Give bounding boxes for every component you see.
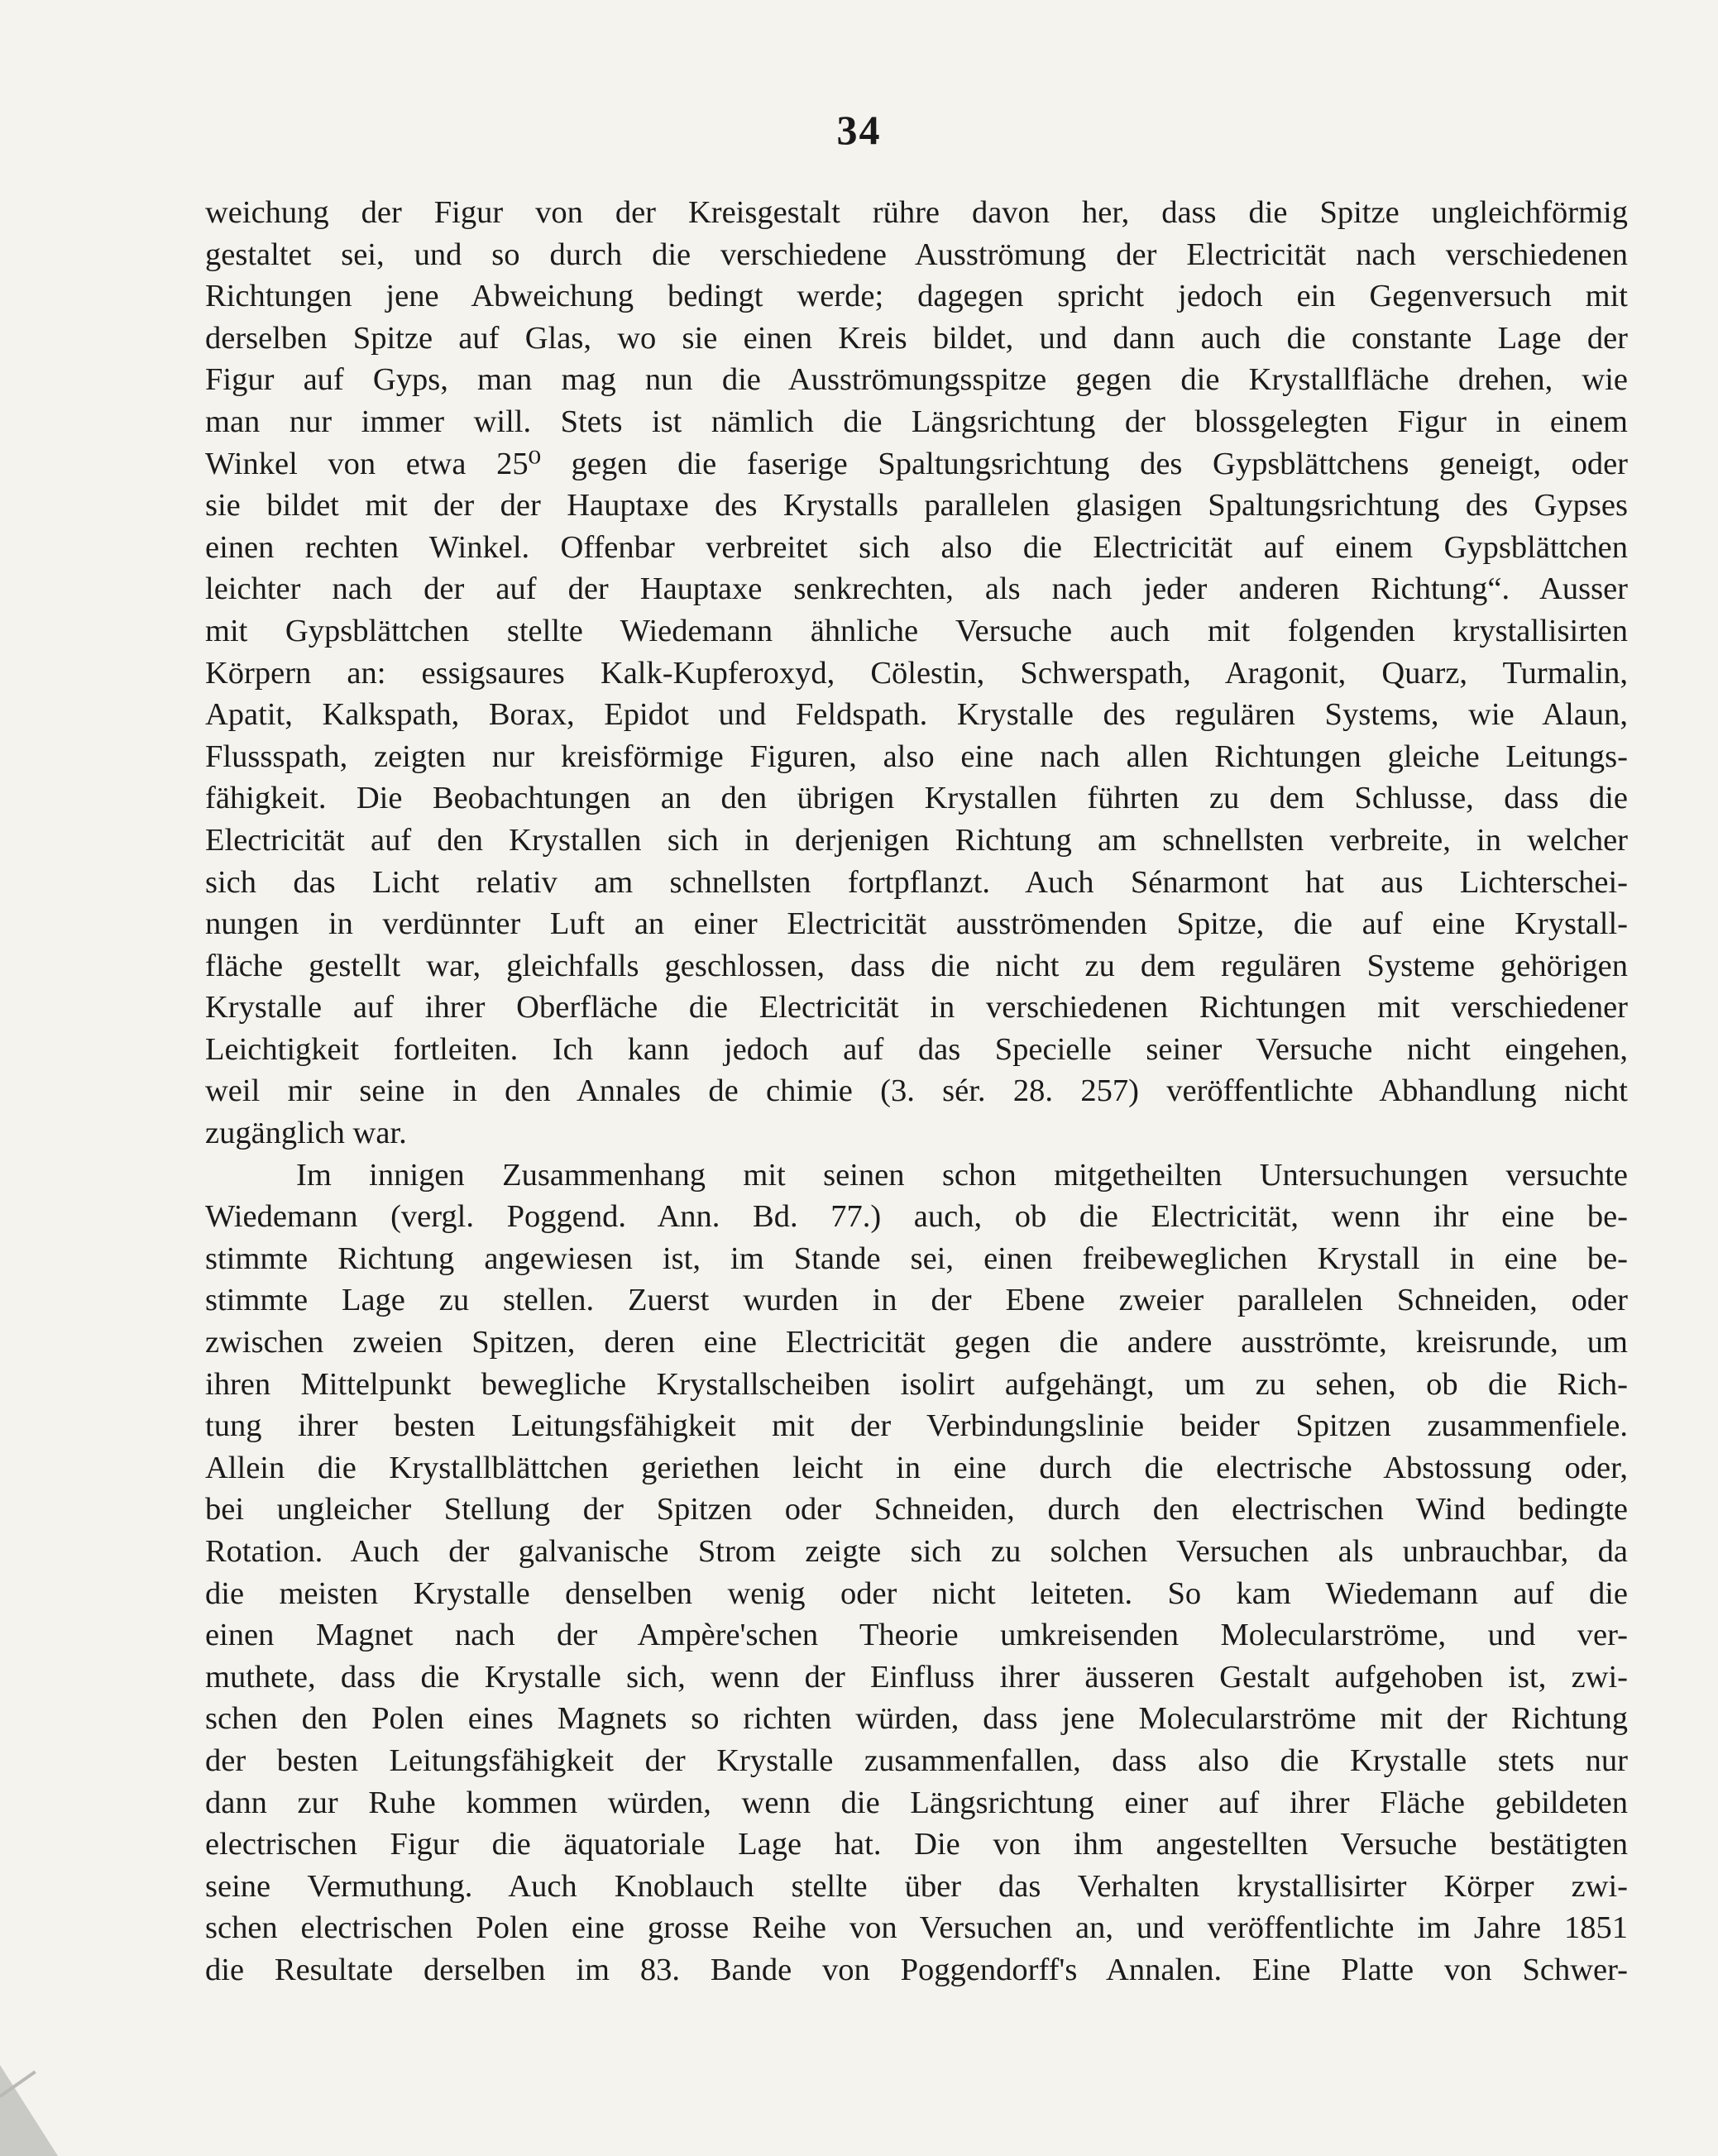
text-line: tung ihrer besten Leitungsfähigkeit mit der Verbindungslinie beider Spitzen zusammenfiele.	[205, 1408, 1628, 1444]
text-line: ihren Mittelpunkt bewegliche Krystallscheiben isolirt aufgehängt, um zu sehen, ob die Rich-	[205, 1366, 1628, 1402]
text-line: die meisten Krystalle denselben wenig oder nicht leiteten. So kam Wiedemann auf die	[205, 1575, 1628, 1611]
text-line: Im innigen Zusammenhang mit seinen schon mitgetheilten Untersuchungen versuchte	[296, 1157, 1628, 1193]
text-line: schen electrischen Polen eine grosse Reihe von Versuchen an, und veröffentlichte im Jahre 1851	[205, 1910, 1628, 1946]
text-line: zugänglich war.	[205, 1116, 407, 1151]
text-line: einen Magnet nach der Ampère'schen Theorie umkreisenden Molecularströme, und ver-	[205, 1618, 1628, 1653]
folded-corner	[0, 2065, 58, 2156]
text-line: zwischen zweien Spitzen, deren eine Electricität gegen die andere ausströmte, kreisrunde, um	[205, 1325, 1628, 1360]
text-line: Richtungen jene Abweichung bedingt werde; dagegen spricht jedoch ein Gegenversuch mit	[205, 279, 1628, 314]
text-line: Rotation. Auch der galvanische Strom zeigte sich zu solchen Versuchen als unbrauchbar, da	[205, 1534, 1628, 1569]
text-line: muthete, dass die Krystalle sich, wenn der Einfluss ihrer äusseren Gestalt aufgehoben ist, zwi-	[205, 1659, 1628, 1695]
text-line: Flussspath, zeigten nur kreisförmige Figuren, also eine nach allen Richtungen gleiche Leitungs-	[205, 739, 1628, 774]
text-line: Winkel von etwa 25⁰ gegen die faserige Spaltungsrichtung des Gypsblättchens geneigt, oder	[205, 446, 1628, 481]
text-line: seine Vermuthung. Auch Knoblauch stellte über das Verhalten krystallisirter Körper zwi-	[205, 1868, 1628, 1904]
text-line: Allein die Krystallblättchen geriethen leicht in eine durch die electrische Abstossung oder,	[205, 1450, 1628, 1485]
text-line: einen rechten Winkel. Offenbar verbreitet sich also die Electricität auf einem Gypsblättchen	[205, 529, 1628, 565]
text-line: der besten Leitungsfähigkeit der Krystalle zusammenfallen, dass also die Krystalle stets nur	[205, 1742, 1628, 1778]
text-line: Wiedemann (vergl. Poggend. Ann. Bd. 77.) auch, ob die Electricität, wenn ihr eine be-	[205, 1199, 1628, 1235]
text-line: electrischen Figur die äquatoriale Lage hat. Die von ihm angestellten Versuche bestätigten	[205, 1827, 1628, 1862]
text-line: fläche gestellt war, gleichfalls geschlossen, dass die nicht zu dem regulären Systeme gehörigen	[205, 948, 1628, 983]
text-line: fähigkeit. Die Beobachtungen an den übrigen Krystallen führten zu dem Schlusse, dass die	[205, 781, 1628, 816]
text-line: nungen in verdünnter Luft an einer Electricität ausströmenden Spitze, die auf eine Krystall-	[205, 906, 1628, 942]
body-text	[205, 192, 1628, 1991]
text-line: sie bildet mit der der Hauptaxe des Krystalls parallelen glasigen Spaltungsrichtung des Gypses	[205, 488, 1628, 523]
text-line: bei ungleicher Stellung der Spitzen oder Schneiden, durch den electrischen Wind bedingte	[205, 1492, 1628, 1527]
text-line: Leichtigkeit fortleiten. Ich kann jedoch auf das Specielle seiner Versuche nicht eingehen,	[205, 1031, 1628, 1067]
text-line: man nur immer will. Stets ist nämlich die Längsrichtung der blossgelegten Figur in einem	[205, 404, 1628, 439]
text-line: dann zur Ruhe kommen würden, wenn die Längsrichtung einer auf ihrer Fläche gebildeten	[205, 1785, 1628, 1820]
text-line: Electricität auf den Krystallen sich in derjenigen Richtung am schnellsten verbreite, in welcher	[205, 822, 1628, 858]
text-line: Figur auf Gyps, man mag nun die Ausströmungsspitze gegen die Krystallfläche drehen, wie	[205, 362, 1628, 398]
text-line: Apatit, Kalkspath, Borax, Epidot und Feldspath. Krystalle des regulären Systems, wie Alaun,	[205, 697, 1628, 733]
text-line: gestaltet sei, und so durch die verschiedene Ausströmung der Electricität nach verschiedenen	[205, 237, 1628, 272]
text-line: Körpern an: essigsaures Kalk-Kupferoxyd, Cölestin, Schwerspath, Aragonit, Quarz, Turmalin,	[205, 655, 1628, 691]
text-line: derselben Spitze auf Glas, wo sie einen Kreis bildet, und dann auch die constante Lage der	[205, 320, 1628, 356]
text-line: schen den Polen eines Magnets so richten würden, dass jene Molecularströme mit der Richtung	[205, 1701, 1628, 1737]
text-line: stimmte Richtung angewiesen ist, im Stande sei, einen freibeweglichen Krystall in eine be-	[205, 1241, 1628, 1276]
text-line: weichung der Figur von der Kreisgestalt rühre davon her, dass die Spitze ungleichförmig	[205, 195, 1628, 230]
text-line: die Resultate derselben im 83. Bande von Poggendorff's Annalen. Eine Platte von Schwer-	[205, 1952, 1628, 1987]
text-line: stimmte Lage zu stellen. Zuerst wurden in der Ebene zweier parallelen Schneiden, oder	[205, 1283, 1628, 1318]
text-line: weil mir seine in den Annales de chimie (3. sér. 28. 257) veröffentlichte Abhandlung nicht	[205, 1073, 1628, 1109]
text-line: sich das Licht relativ am schnellsten fortpflanzt. Auch Sénarmont hat aus Lichterschei-	[205, 864, 1628, 900]
page-number: 34	[836, 107, 882, 153]
text-line: Krystalle auf ihrer Oberfläche die Electricität in verschiedenen Richtungen mit verschiedener	[205, 990, 1628, 1025]
text-line: leichter nach der auf der Hauptaxe senkrechten, als nach jeder anderen Richtung“. Ausser	[205, 571, 1628, 607]
text-line: mit Gypsblättchen stellte Wiedemann ähnliche Versuche auch mit folgenden krystallisirten	[205, 613, 1628, 648]
